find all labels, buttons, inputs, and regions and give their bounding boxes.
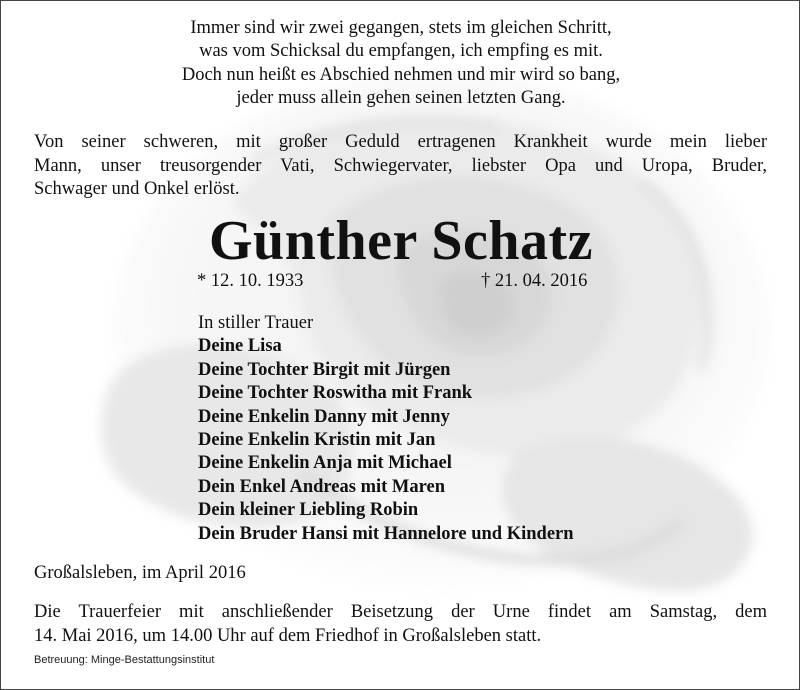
poem-line: jeder muss allein gehen seinen letzten Gang. [236, 88, 566, 109]
mourner: Deine Lisa [198, 336, 282, 357]
mourner: Dein Bruder Hansi mit Hannelore und Kindern [198, 523, 574, 544]
mourner: Deine Tochter Birgit mit Jürgen [198, 359, 451, 380]
mourners-heading: In stiller Trauer [198, 313, 314, 333]
deceased-name: Günther Schatz [209, 210, 593, 272]
mourners-list [198, 312, 574, 546]
poem-line: was vom Schicksal du empfangen, ich empfing es mit. [199, 41, 603, 62]
poem-line: Immer sind wir zwei gegangen, stets im gleichen Schritt, [190, 18, 612, 38]
mourner: Dein kleiner Liebling Robin [198, 500, 419, 521]
funeral-home-credit: Betreuung: Minge-Bestattungsinstitut [34, 654, 215, 666]
intro-line: Schwager und Onkel erlöst. [34, 179, 240, 199]
place-date: Großalsleben, im April 2016 [34, 563, 246, 583]
intro-line: Mann, unser treusorgender Vati, Schwiegervater, liebster Opa und Uropa, Bruder, [34, 155, 767, 176]
poem [1, 17, 800, 111]
mourner: Deine Tochter Roswitha mit Frank [198, 383, 473, 404]
funeral-line: 14. Mai 2016, um 14.00 Uhr auf dem Friedhof in Großalsleben statt. [34, 625, 542, 646]
birth-date: * 12. 10. 1933 [197, 271, 304, 291]
death-date: † 21. 04. 2016 [481, 271, 588, 291]
intro-line: Von seiner schweren, mit großer Geduld ertragenen Krankheit wurde mein lieber [34, 132, 767, 152]
poem-line: Doch nun heißt es Abschied nehmen und mir wird so bang, [181, 64, 621, 85]
intro-text [34, 131, 767, 202]
funeral-info [34, 601, 767, 648]
mourner: Dein Enkel Andreas mit Maren [198, 476, 446, 497]
mourner: Deine Enkelin Danny mit Jenny [198, 406, 450, 427]
mourner: Deine Enkelin Anja mit Michael [198, 453, 452, 474]
funeral-line: Die Trauerfeier mit anschließender Beisetzung der Urne findet am Samstag, dem [34, 602, 767, 622]
mourner: Deine Enkelin Kristin mit Jan [198, 430, 436, 451]
